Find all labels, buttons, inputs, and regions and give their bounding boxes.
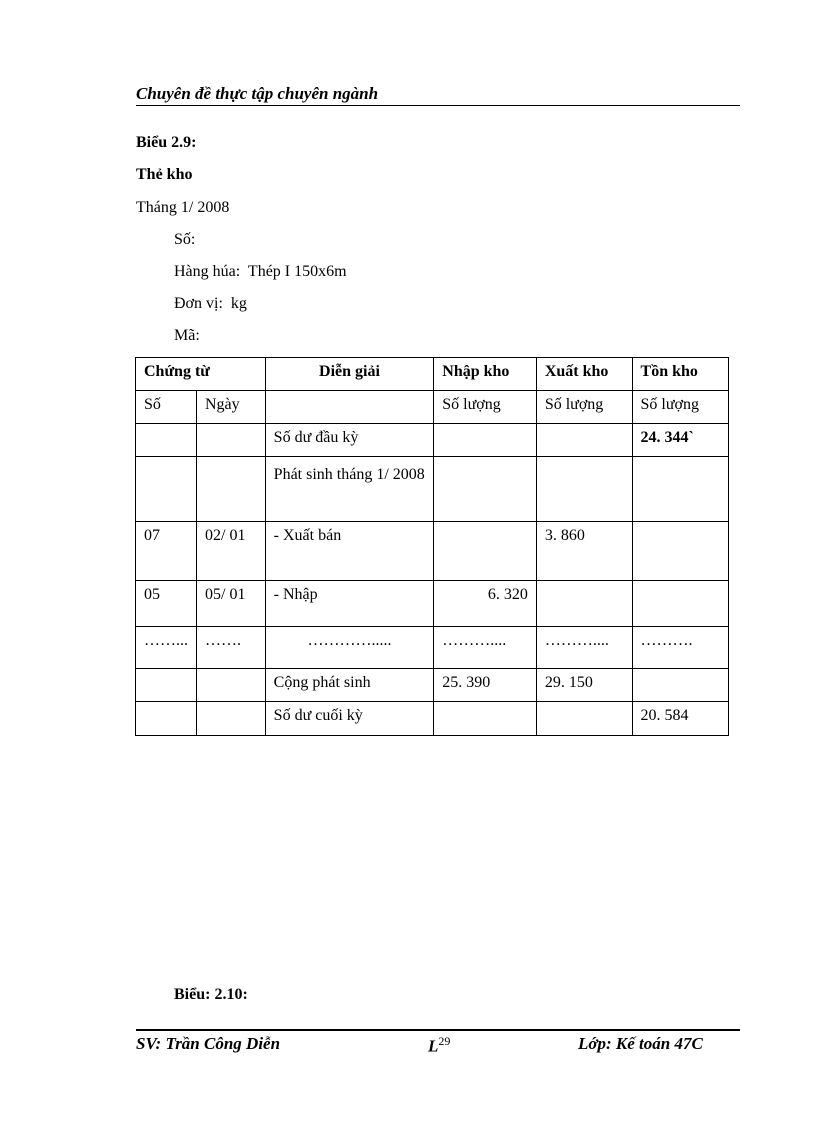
cell-ton [632,581,728,627]
table-row [136,702,729,736]
footer-rule [136,1029,740,1031]
next-bieu-label: Biểu: 2.10: [174,986,248,1003]
footer-page [428,1034,450,1057]
cell-ngay [197,702,266,736]
subheader-so-luong-ton: Số lượng [632,391,728,424]
table-row [136,522,729,581]
subheader-blank [265,391,434,424]
cell-so [136,669,197,702]
cell-ton: ………. [632,627,728,669]
dien-giai-text: Phát sinh tháng 1/ 2008 [273,466,425,483]
footer-page-prefix: L [428,1036,439,1056]
cell-so [136,424,197,457]
cell-nhap: 6. 320 [434,581,537,627]
cell-ngay: 05/ 01 [197,581,266,627]
cell-xuat: 29. 150 [536,669,632,702]
table-row [136,457,729,522]
don-vi-line: Đơn vị: kg [174,295,247,312]
cell-so [136,457,197,522]
cell-dien-giai: Cộng phát sinh [265,669,434,702]
page-header-title: Chuyên đề thực tập chuyên ngành [136,84,379,103]
table-subheader-row [136,391,729,424]
cell-ngay [197,424,266,457]
cell-xuat [536,702,632,736]
header-nhap-kho: Nhập kho [434,358,537,391]
header-rule [136,105,740,106]
cell-ton: 20. 584 [632,702,728,736]
cell-ton [632,457,728,522]
cell-dien-giai: Số dư đầu kỳ [265,424,434,457]
so-line: Số: [174,231,196,248]
cell-dien-giai: - Nhập [265,581,434,627]
cell-so: ……... [136,627,197,669]
cell-dien-giai: - Xuất bán [265,522,434,581]
cell-so: 05 [136,581,197,627]
subheader-so-luong-xuat: Số lượng [536,391,632,424]
footer-student: SV: Trần Công Diễn [136,1034,281,1053]
footer-page-number: 29 [438,1034,451,1048]
month-line: Tháng 1/ 2008 [136,199,230,216]
cell-nhap [434,424,537,457]
table-header-row [136,358,729,391]
subheader-ngay: Ngày [197,391,266,424]
cell-nhap: ……….... [434,627,537,669]
cell-nhap [434,522,537,581]
cell-ton [632,522,728,581]
cell-nhap [434,457,537,522]
bieu-label: Biểu 2.9: [136,134,197,151]
ma-line: Mã: [174,327,200,344]
cell-ngay: 02/ 01 [197,522,266,581]
cell-dien-giai: Số dư cuối kỳ [265,702,434,736]
subheader-so: Số [136,391,197,424]
cell-xuat [536,581,632,627]
cell-so [136,702,197,736]
cell-ngay: ……. [197,627,266,669]
header-chung-tu: Chứng từ [136,358,266,391]
header-dien-giai: Diễn giải [265,358,434,391]
cell-xuat: 3. 860 [536,522,632,581]
table-row [136,669,729,702]
cell-ton [632,669,728,702]
document-title: Thẻ kho [136,166,193,183]
cell-ton: 24. 344` [632,424,728,457]
subheader-so-luong-nhap: Số lượng [434,391,537,424]
cell-ngay [197,457,266,522]
header-xuat-kho: Xuất kho [536,358,632,391]
cell-xuat [536,457,632,522]
hang-hoa-line: Hàng húa: Thép I 150x6m [174,263,347,280]
cell-dien-giai: …………..... [265,627,434,669]
cell-ngay [197,669,266,702]
table-row [136,581,729,627]
cell-so: 07 [136,522,197,581]
header-ton-kho: Tồn kho [632,358,728,391]
footer-class: Lớp: Kế toán 47C [578,1034,703,1053]
cell-dien-giai [265,457,434,522]
cell-xuat [536,424,632,457]
stock-card-table [135,357,729,736]
cell-nhap: 25. 390 [434,669,537,702]
cell-nhap [434,702,537,736]
cell-xuat: ……….... [536,627,632,669]
table-row [136,424,729,457]
table-row [136,627,729,669]
